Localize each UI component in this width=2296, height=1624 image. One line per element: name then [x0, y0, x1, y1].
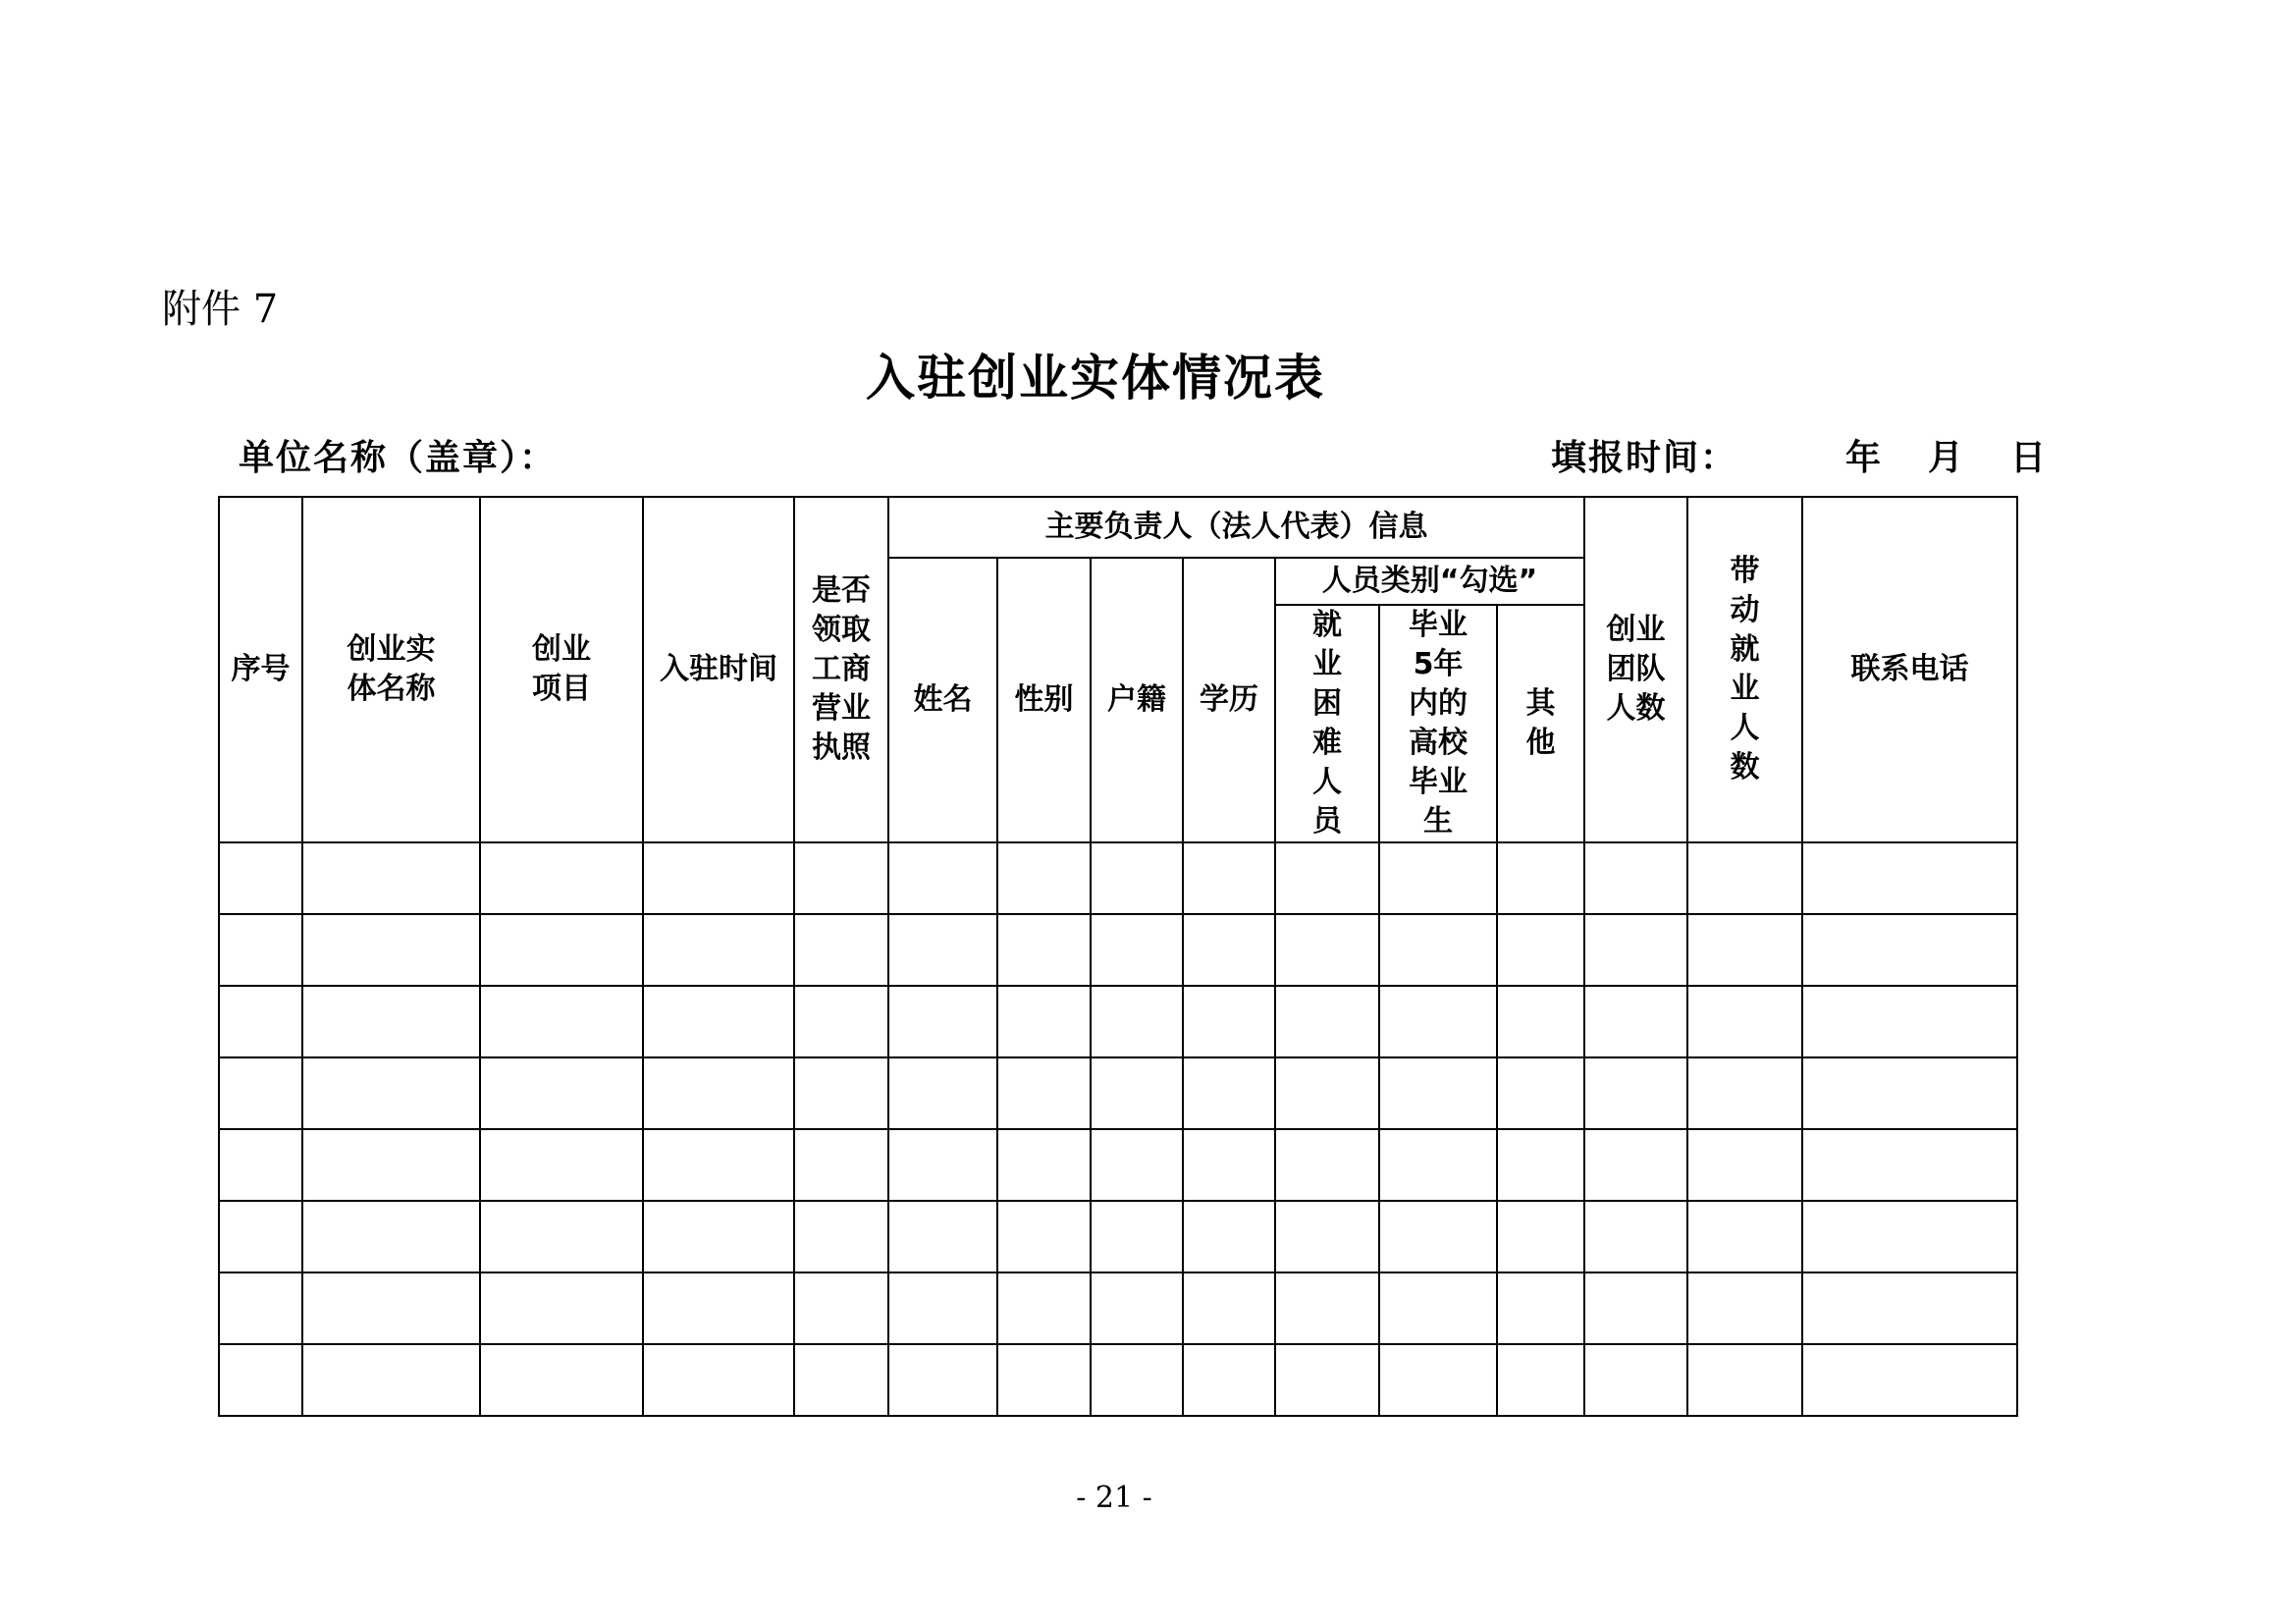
table-cell[interactable]	[1275, 986, 1379, 1057]
table-cell[interactable]	[480, 842, 643, 914]
table-cell[interactable]	[1379, 914, 1497, 986]
header-name: 姓名	[888, 558, 997, 842]
table-cell[interactable]	[219, 842, 302, 914]
table-cell[interactable]	[1497, 1057, 1584, 1129]
table-cell[interactable]	[1379, 1129, 1497, 1201]
table-cell[interactable]	[480, 1344, 643, 1416]
table-cell[interactable]	[643, 986, 794, 1057]
table-cell[interactable]	[643, 1272, 794, 1344]
month-label: 月	[1928, 438, 1966, 478]
table-cell[interactable]	[302, 1344, 480, 1416]
table-cell[interactable]	[1379, 1201, 1497, 1272]
table-cell[interactable]	[1802, 1272, 2017, 1344]
table-cell[interactable]	[1275, 1272, 1379, 1344]
table-cell[interactable]	[997, 1272, 1091, 1344]
table-cell[interactable]	[997, 1201, 1091, 1272]
table-cell[interactable]	[1687, 1201, 1802, 1272]
table-cell[interactable]	[302, 1129, 480, 1201]
table-cell[interactable]	[888, 842, 997, 914]
table-cell[interactable]	[1183, 1344, 1275, 1416]
header-entity-name: 创业实体名称	[302, 497, 480, 842]
table-cell[interactable]	[1802, 986, 2017, 1057]
table-cell[interactable]	[1379, 1344, 1497, 1416]
table-row	[219, 1201, 2017, 1272]
table-cell[interactable]	[794, 914, 888, 986]
table-cell[interactable]	[1183, 1057, 1275, 1129]
table-cell[interactable]	[794, 1129, 888, 1201]
table-cell[interactable]	[1687, 1129, 1802, 1201]
table-cell[interactable]	[480, 914, 643, 986]
table-cell[interactable]	[480, 1272, 643, 1344]
table-cell[interactable]	[1584, 1057, 1687, 1129]
table-row	[219, 1344, 2017, 1416]
header-category-group: 人员类别“勾选”	[1275, 558, 1584, 605]
table-cell[interactable]	[219, 1344, 302, 1416]
unit-name-label: 单位名称（盖章）：	[239, 438, 558, 478]
table-cell[interactable]	[1275, 1344, 1379, 1416]
table-cell[interactable]	[888, 986, 997, 1057]
table-cell[interactable]	[1584, 986, 1687, 1057]
table-cell[interactable]	[794, 1201, 888, 1272]
table-cell[interactable]	[643, 914, 794, 986]
table-cell[interactable]	[302, 986, 480, 1057]
table-cell[interactable]	[219, 1272, 302, 1344]
table-cell[interactable]	[302, 1272, 480, 1344]
table-cell[interactable]	[1379, 986, 1497, 1057]
table-cell[interactable]	[1687, 986, 1802, 1057]
table-cell[interactable]	[1802, 1344, 2017, 1416]
header-gender: 性别	[997, 558, 1091, 842]
table-cell[interactable]	[997, 1129, 1091, 1201]
table-cell[interactable]	[302, 1201, 480, 1272]
table-cell[interactable]	[1183, 1272, 1275, 1344]
table-cell[interactable]	[480, 986, 643, 1057]
table-cell[interactable]	[1091, 986, 1183, 1057]
table-cell[interactable]	[1183, 1129, 1275, 1201]
header-other: 其他	[1497, 605, 1584, 842]
table-cell[interactable]	[997, 842, 1091, 914]
header-seq: 序号	[219, 497, 302, 842]
table-cell[interactable]	[1379, 1057, 1497, 1129]
table-cell[interactable]	[794, 1057, 888, 1129]
table-cell[interactable]	[1091, 1129, 1183, 1201]
table-row	[219, 914, 2017, 986]
table-cell[interactable]	[302, 914, 480, 986]
table-cell[interactable]	[1497, 914, 1584, 986]
table-cell[interactable]	[1091, 842, 1183, 914]
table-cell[interactable]	[1584, 1129, 1687, 1201]
header-phone: 联系电话	[1802, 497, 2017, 842]
header-principal-group: 主要负责人（法人代表）信息	[888, 497, 1584, 558]
form-title: 入驻创业实体情况表	[866, 349, 1325, 406]
year-label: 年	[1845, 438, 1884, 478]
table-cell[interactable]	[1497, 1201, 1584, 1272]
table-cell[interactable]	[794, 1344, 888, 1416]
table-cell[interactable]	[1584, 914, 1687, 986]
table-cell[interactable]	[1275, 1057, 1379, 1129]
table-cell[interactable]	[1497, 842, 1584, 914]
table-cell[interactable]	[888, 1057, 997, 1129]
table-row	[219, 842, 2017, 914]
day-label: 日	[2010, 438, 2049, 478]
attachment-label: 附件 7	[162, 287, 279, 332]
table-cell[interactable]	[888, 1201, 997, 1272]
table-cell[interactable]	[1802, 842, 2017, 914]
table-cell[interactable]	[1183, 1201, 1275, 1272]
table-cell[interactable]	[643, 1201, 794, 1272]
table-cell[interactable]	[219, 1201, 302, 1272]
table-cell[interactable]	[1802, 914, 2017, 986]
table-cell[interactable]	[643, 1344, 794, 1416]
table-cell[interactable]	[1275, 1201, 1379, 1272]
table-row	[219, 1272, 2017, 1344]
table-cell[interactable]	[1802, 1201, 2017, 1272]
table-cell[interactable]	[1497, 1129, 1584, 1201]
table-row	[219, 986, 2017, 1057]
table-row	[219, 1129, 2017, 1201]
header-checkin-time: 入驻时间	[643, 497, 794, 842]
table-cell[interactable]	[480, 1201, 643, 1272]
table-cell[interactable]	[794, 842, 888, 914]
fill-time-row	[1551, 430, 2048, 480]
header-graduate: 毕业5年内的高校毕业生	[1379, 605, 1497, 842]
header-household: 户籍	[1091, 558, 1183, 842]
table-cell[interactable]	[1497, 1272, 1584, 1344]
table-cell[interactable]	[1275, 914, 1379, 986]
table-cell[interactable]	[302, 1057, 480, 1129]
page-number: - 21 -	[1076, 1481, 1152, 1515]
table-cell[interactable]	[794, 986, 888, 1057]
table-cell[interactable]	[1687, 1344, 1802, 1416]
table-cell[interactable]	[1584, 1272, 1687, 1344]
entity-table	[218, 496, 2018, 1417]
header-team-size: 创业团队人数	[1584, 497, 1687, 842]
table-cell[interactable]	[1802, 1129, 2017, 1201]
table-cell[interactable]	[643, 842, 794, 914]
table-cell[interactable]	[997, 914, 1091, 986]
table-cell[interactable]	[1091, 914, 1183, 986]
table-cell[interactable]	[219, 1129, 302, 1201]
table-cell[interactable]	[643, 1129, 794, 1201]
table-cell[interactable]	[302, 842, 480, 914]
table-cell[interactable]	[1275, 842, 1379, 914]
table-cell[interactable]	[1497, 1344, 1584, 1416]
header-license: 是否领取工商营业执照	[794, 497, 888, 842]
table-cell[interactable]	[480, 1057, 643, 1129]
table-cell[interactable]	[219, 1057, 302, 1129]
table-cell[interactable]	[1584, 1344, 1687, 1416]
table-cell[interactable]	[219, 914, 302, 986]
table-cell[interactable]	[1802, 1057, 2017, 1129]
table-cell[interactable]	[1687, 1272, 1802, 1344]
header-hard-employ: 就业困难人员	[1275, 605, 1379, 842]
fill-time-label: 填报时间：	[1551, 438, 1738, 478]
table-cell[interactable]	[888, 1129, 997, 1201]
table-cell[interactable]	[1183, 986, 1275, 1057]
table-cell[interactable]	[888, 1344, 997, 1416]
header-employ-driven: 带动就业人数	[1687, 497, 1802, 842]
table-cell[interactable]	[480, 1129, 643, 1201]
table-cell[interactable]	[1497, 986, 1584, 1057]
header-project: 创业项目	[480, 497, 643, 842]
table-cell[interactable]	[219, 986, 302, 1057]
table-cell[interactable]	[1379, 1272, 1497, 1344]
table-cell[interactable]	[997, 986, 1091, 1057]
table-cell[interactable]	[1091, 1057, 1183, 1129]
table-cell[interactable]	[1584, 1201, 1687, 1272]
table-cell[interactable]	[997, 1344, 1091, 1416]
table-cell[interactable]	[643, 1057, 794, 1129]
table-cell[interactable]	[1687, 1057, 1802, 1129]
table-cell[interactable]	[1183, 842, 1275, 914]
table-cell[interactable]	[888, 1272, 997, 1344]
table-cell[interactable]	[1379, 842, 1497, 914]
table-cell[interactable]	[1584, 842, 1687, 914]
table-cell[interactable]	[1091, 1201, 1183, 1272]
header-education: 学历	[1183, 558, 1275, 842]
table-cell[interactable]	[794, 1272, 888, 1344]
table-cell[interactable]	[888, 914, 997, 986]
table-row	[219, 1057, 2017, 1129]
table-cell[interactable]	[1091, 1344, 1183, 1416]
table-cell[interactable]	[1687, 842, 1802, 914]
table-cell[interactable]	[1687, 914, 1802, 986]
table-cell[interactable]	[1275, 1129, 1379, 1201]
table-cell[interactable]	[1091, 1272, 1183, 1344]
table-cell[interactable]	[997, 1057, 1091, 1129]
table-cell[interactable]	[1183, 914, 1275, 986]
